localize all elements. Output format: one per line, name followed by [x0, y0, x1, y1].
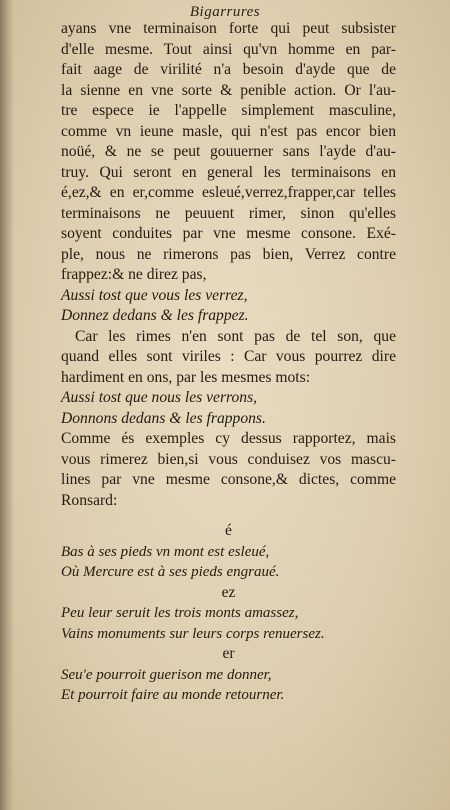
text-line: ayans vne terminaison forte qui peut subsister — [61, 20, 396, 37]
text-line: d'elle mesme. Tout ainsi qu'vn homme en par- — [61, 40, 396, 58]
text-line: truy. Qui seront en general les terminaisons en — [61, 163, 396, 181]
text-line: Comme és exemples cy dessus rapportez, mais — [61, 430, 396, 447]
verse-line: Bas à ses pieds vn mont est esleué, — [61, 543, 270, 560]
text-line: Ronsard: — [61, 491, 118, 509]
text-line: la sienne en vne sorte & penible action. Or l'au- — [61, 81, 396, 99]
text-line: Car les rimes n'en sont pas de tel son, que — [75, 327, 396, 345]
rhyme-label: é — [225, 522, 232, 539]
text-line: lines par vne mesme consone,& dictes, comme — [61, 471, 396, 488]
text-line: hardiment en ons, par les mesmes mots: — [61, 368, 311, 386]
text-line: frappez:& ne direz pas, — [61, 266, 207, 283]
running-head: Bigarrures — [189, 4, 261, 20]
text-line: soyent conduites par vne mesme consone. Exé- — [61, 225, 396, 242]
text-line: ple, nous ne rimerons pas bien, Verrez contre — [61, 245, 396, 263]
page-text — [61, 19, 396, 706]
text-line: terminaisons ne peuuent rimer, sinon qu'elles — [61, 204, 396, 222]
example-line: Aussi tost que vous les verrez, — [61, 286, 248, 304]
text-line: vous rimerez bien,si vous conduisez vos mascu- — [61, 450, 396, 468]
text-line: é,ez,& en er,comme esleué,verrez,frapper,car telles — [61, 184, 396, 201]
text-line: fait aage de virilité n'a besoin d'ayde que de — [61, 61, 396, 78]
verse-line: Peu leur seruit les trois monts amassez, — [61, 605, 299, 621]
text-line: comme vn ieune masle, qui n'est pas encor bien — [61, 122, 396, 140]
example-line: Donnons dedans & les frappons. — [61, 409, 266, 427]
text-line: noüé, & ne se peut gouuerner sans l'ayde d'au- — [61, 143, 396, 160]
verse-line: Et pourroit faire au monde retourner. — [61, 687, 285, 703]
rhyme-label: ez — [221, 583, 236, 601]
verse-line: Seu'e pourroit guerison me donner, — [61, 666, 272, 683]
verse-line: Où Mercure est à ses pieds engraué. — [61, 564, 280, 580]
example-line: Aussi tost que nous les verrons, — [61, 389, 258, 406]
text-line: tre espece ie l'appelle simplement masculine, — [61, 102, 396, 119]
text-line: quand elles sont viriles : Car vous pourrez dire — [61, 348, 396, 365]
example-line: Donnez dedans & les frappez. — [61, 307, 249, 324]
verse-line: Vains monuments sur leurs corps renuersez. — [61, 625, 325, 642]
page-gutter-shadow — [0, 0, 14, 810]
rhyme-label: er — [222, 645, 235, 662]
